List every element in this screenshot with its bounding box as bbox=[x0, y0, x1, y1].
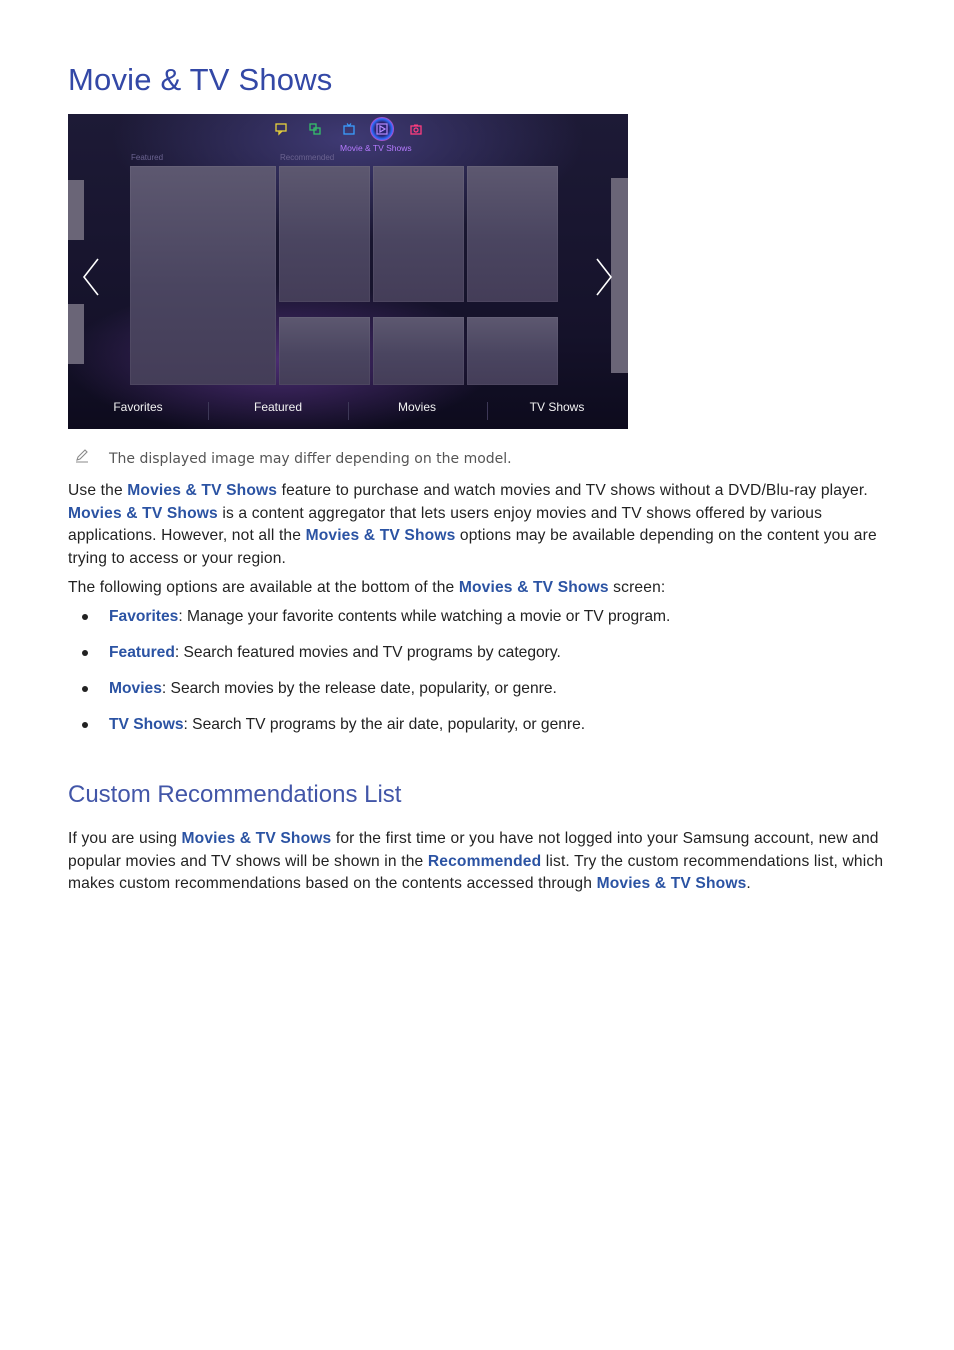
option-description: : Manage your favorite contents while watching a movie or TV program. bbox=[178, 608, 671, 625]
option-description: : Search TV programs by the air date, popularity, or genre. bbox=[183, 716, 586, 733]
keyword-movies-tv-shows: Movies & TV Shows bbox=[596, 875, 747, 892]
tab-favorites[interactable]: Favorites bbox=[113, 400, 163, 414]
keyword-movies-tv-shows: Movies & TV Shows bbox=[68, 504, 218, 522]
bullet-dot bbox=[82, 722, 88, 728]
text-run: If you are using bbox=[68, 830, 182, 847]
featured-tile[interactable] bbox=[130, 166, 276, 385]
keyword-movies-tv-shows: Movies & TV Shows bbox=[458, 579, 609, 596]
bottom-tab-bar bbox=[68, 394, 628, 418]
recommended-tile[interactable] bbox=[467, 166, 558, 302]
bullet-dot bbox=[82, 650, 88, 656]
camera-icon[interactable] bbox=[409, 122, 423, 136]
page-title: Movie & TV Shows bbox=[68, 62, 333, 97]
option-name: Favorites bbox=[109, 608, 179, 625]
recommended-tile[interactable] bbox=[467, 317, 558, 385]
chevron-left-icon[interactable] bbox=[80, 256, 102, 302]
text-run: is a content aggregator that lets users enjoy movies and TV shows offered by various applications. However, not all the bbox=[68, 504, 823, 544]
text-run: list. Try the custom recommendations list, which makes custom recommendations based on the contents accessed through bbox=[68, 852, 884, 892]
play-icon[interactable] bbox=[370, 117, 394, 141]
recommended-tile[interactable] bbox=[279, 166, 370, 302]
bullet-dot bbox=[82, 614, 88, 620]
section-heading: Custom Recommendations List bbox=[68, 781, 402, 808]
list-item bbox=[68, 678, 670, 714]
text-run: Use the bbox=[68, 482, 128, 499]
option-description: : Search featured movies and TV programs by category. bbox=[174, 644, 561, 661]
list-item bbox=[68, 714, 670, 750]
text-run: The following options are available at the bottom of the bbox=[68, 579, 459, 596]
recommended-tile[interactable] bbox=[279, 317, 370, 385]
option-name: TV Shows bbox=[109, 716, 184, 733]
active-panel-label: Movie & TV Shows bbox=[340, 143, 412, 153]
recommended-tile[interactable] bbox=[373, 166, 464, 302]
text-run: feature to purchase and watch movies and TV shows without a DVD/Blu-ray player. bbox=[277, 482, 868, 499]
text-run: screen: bbox=[608, 579, 666, 596]
option-name: Movies bbox=[109, 680, 162, 697]
chevron-right-icon[interactable] bbox=[593, 256, 615, 302]
list-item bbox=[68, 606, 670, 642]
tv-icon[interactable] bbox=[342, 122, 356, 136]
keyword-movies-tv-shows: Movies & TV Shows bbox=[305, 527, 456, 544]
panel-icon-bar bbox=[68, 114, 628, 154]
section-recommended-label: Recommended bbox=[280, 153, 335, 162]
recommended-tile[interactable] bbox=[373, 317, 464, 385]
option-name: Featured bbox=[109, 644, 175, 661]
text-run: for the first time or you have not logged into your Samsung account, new and popular movies and TV shows will be shown in the bbox=[68, 830, 879, 870]
options-intro-paragraph bbox=[68, 577, 898, 600]
tab-movies[interactable]: Movies bbox=[397, 400, 436, 414]
keyword-movies-tv-shows: Movies & TV Shows bbox=[127, 482, 278, 499]
text-run: . bbox=[746, 875, 751, 892]
prev-page-tile[interactable] bbox=[68, 304, 84, 364]
option-description: : Search movies by the release date, popularity, or genre. bbox=[161, 680, 557, 697]
intro-paragraph bbox=[68, 480, 898, 570]
options-list bbox=[68, 606, 670, 750]
list-item bbox=[68, 642, 670, 678]
image-note: The displayed image may differ depending on the model. bbox=[109, 451, 512, 467]
custom-recommendations-paragraph bbox=[68, 828, 898, 896]
bullet-dot bbox=[82, 686, 88, 692]
apps-icon[interactable] bbox=[308, 122, 322, 136]
chat-icon[interactable] bbox=[274, 122, 288, 136]
tab-featured[interactable]: Featured bbox=[253, 400, 303, 414]
keyword-movies-tv-shows: Movies & TV Shows bbox=[181, 830, 332, 847]
keyword-recommended: Recommended bbox=[427, 852, 542, 870]
text-run: options may be available depending on the content you are trying to access or your region. bbox=[68, 527, 877, 567]
pencil-icon bbox=[74, 447, 90, 467]
prev-page-tile[interactable] bbox=[68, 180, 84, 240]
smart-hub-screenshot bbox=[68, 114, 628, 429]
section-featured-label: Featured bbox=[131, 153, 164, 162]
tab-tv-shows[interactable]: TV Shows bbox=[529, 400, 585, 414]
